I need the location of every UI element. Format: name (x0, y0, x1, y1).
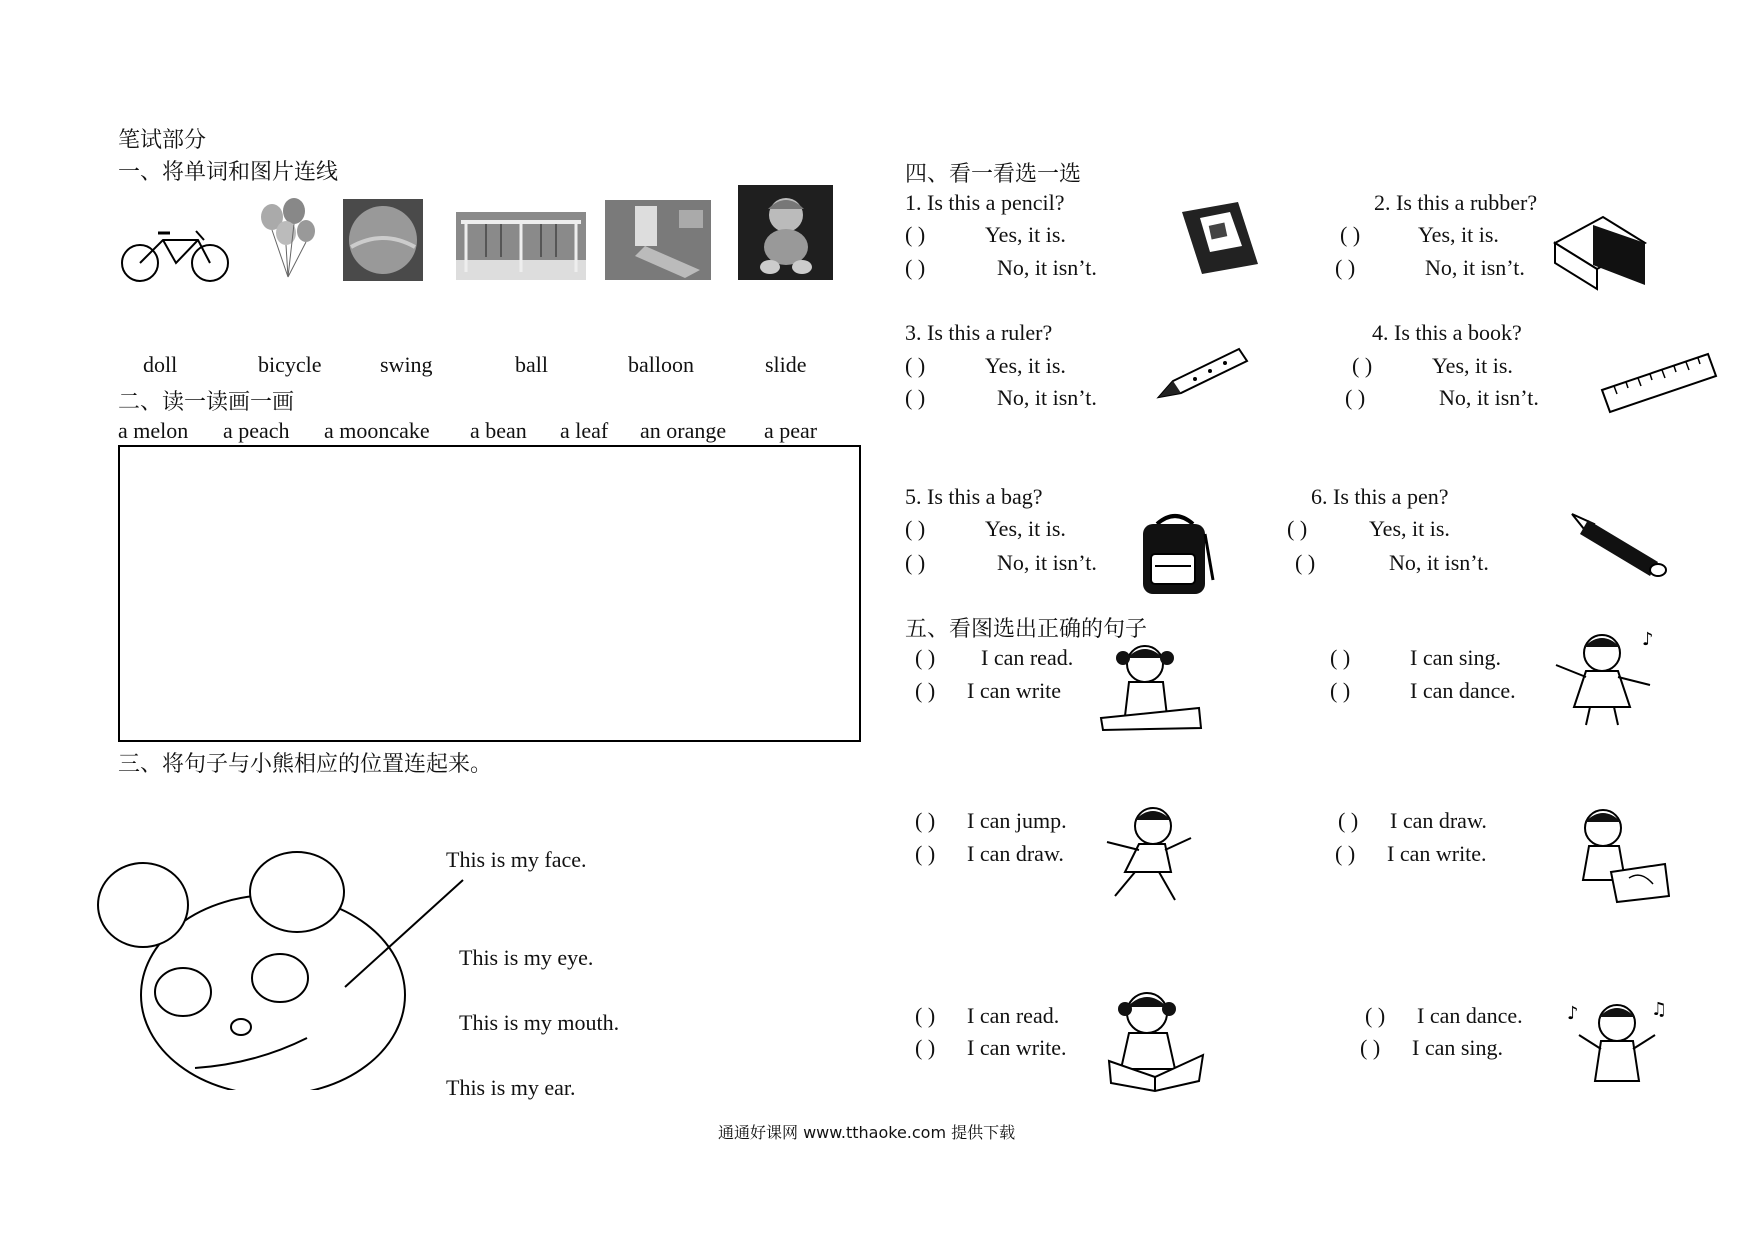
q5-yes-option[interactable]: ( ) Yes, it is. (905, 516, 1066, 541)
draw-word-bean: a bean (470, 418, 527, 443)
word-slide: slide (765, 352, 807, 377)
q4-yes-option[interactable]: ( ) Yes, it is. (1352, 353, 1513, 378)
match-line (340, 875, 470, 995)
s5-item3-option-a[interactable]: ( ) I can jump. (915, 808, 1067, 833)
rubber-icon (1553, 213, 1647, 293)
girl-dancing-picture (1550, 625, 1665, 730)
s5-item6-option-b[interactable]: ( ) I can sing. (1360, 1035, 1504, 1060)
slide-picture (605, 200, 711, 280)
svg-text:♫: ♫ (1651, 999, 1668, 1020)
pencil-icon (1155, 345, 1250, 400)
sentence-ear: This is my ear. (446, 1075, 576, 1100)
q3-yes-option[interactable]: ( ) Yes, it is. (905, 353, 1066, 378)
ball-picture (343, 199, 423, 281)
s5-item2-option-a[interactable]: ( ) I can sing. (1330, 645, 1502, 670)
word-doll: doll (143, 352, 178, 377)
word-swing: swing (380, 352, 433, 377)
pen-icon (1570, 510, 1670, 580)
girl-singing-picture (1565, 995, 1670, 1100)
draw-word-melon: a melon (118, 418, 189, 443)
sentence-eye: This is my eye. (459, 945, 594, 970)
girl-writing-picture (1095, 638, 1205, 733)
s5-item3-option-b[interactable]: ( ) I can draw. (915, 841, 1064, 866)
s5-item6-option-a[interactable]: ( ) I can dance. (1365, 1003, 1523, 1028)
q1-question: 1. Is this a pencil? (905, 190, 1065, 215)
girl-jumping-picture (1095, 800, 1205, 905)
section2-title: 二、读一读画一画 (118, 390, 295, 415)
s5-item1-option-b[interactable]: ( ) I can write (915, 678, 1062, 703)
footer-credit: 通通好课网 www.tthaoke.com 提供下载 (718, 1123, 1016, 1142)
q4-question: 4. Is this a book? (1372, 320, 1522, 345)
q2-no-option[interactable]: ( ) No, it isn’t. (1335, 255, 1525, 280)
q1-no-option[interactable]: ( ) No, it isn’t. (905, 255, 1097, 280)
section3-title: 三、将句子与小熊相应的位置连起来。 (118, 752, 493, 777)
q2-yes-option[interactable]: ( ) Yes, it is. (1340, 222, 1499, 247)
s5-item4-option-a[interactable]: ( ) I can draw. (1338, 808, 1487, 833)
drawing-box[interactable] (118, 445, 861, 742)
word-ball: ball (515, 352, 548, 377)
section5-title: 五、看图选出正确的句子 (905, 617, 1148, 642)
svg-text:♪: ♪ (1567, 1003, 1579, 1024)
doll-picture (738, 185, 833, 280)
bicycle-picture (118, 225, 233, 285)
s5-item5-option-a[interactable]: ( ) I can read. (915, 1003, 1060, 1028)
q6-yes-option[interactable]: ( ) Yes, it is. (1287, 516, 1450, 541)
q2-question: 2. Is this a rubber? (1374, 190, 1538, 215)
s5-item2-option-b[interactable]: ( ) I can dance. (1330, 678, 1516, 703)
word-bicycle: bicycle (258, 352, 322, 377)
swing-picture (456, 212, 586, 280)
s5-item4-option-b[interactable]: ( ) I can write. (1335, 841, 1487, 866)
q6-no-option[interactable]: ( ) No, it isn’t. (1295, 550, 1489, 575)
draw-word-peach: a peach (223, 418, 290, 443)
sentence-face: This is my face. (446, 847, 587, 872)
draw-word-orange: an orange (640, 418, 727, 443)
q6-question: 6. Is this a pen? (1311, 484, 1449, 509)
q5-no-option[interactable]: ( ) No, it isn’t. (905, 550, 1097, 575)
q3-question: 3. Is this a ruler? (905, 320, 1053, 345)
draw-word-mooncake: a mooncake (324, 418, 430, 443)
girl-reading-picture (1095, 985, 1210, 1095)
section1-title: 一、将单词和图片连线 (118, 160, 339, 185)
draw-word-leaf: a leaf (560, 418, 609, 443)
q4-no-option[interactable]: ( ) No, it isn’t. (1345, 385, 1539, 410)
section4-title: 四、看一看选一选 (905, 162, 1082, 187)
s5-item1-option-a[interactable]: ( ) I can read. (915, 645, 1074, 670)
q3-no-option[interactable]: ( ) No, it isn’t. (905, 385, 1097, 410)
header-label: 笔试部分 (118, 128, 207, 153)
q5-question: 5. Is this a bag? (905, 484, 1043, 509)
svg-text:♪: ♪ (1642, 629, 1654, 650)
girl-drawing-picture (1565, 800, 1670, 905)
book-icon (1180, 200, 1260, 276)
word-balloon: balloon (628, 352, 694, 377)
sentence-mouth: This is my mouth. (459, 1010, 620, 1035)
ruler-icon (1600, 350, 1720, 418)
bag-icon (1135, 510, 1215, 596)
s5-item5-option-b[interactable]: ( ) I can write. (915, 1035, 1067, 1060)
draw-word-pear: a pear (764, 418, 818, 443)
balloons-picture (252, 197, 324, 282)
q1-yes-option[interactable]: ( ) Yes, it is. (905, 222, 1066, 247)
